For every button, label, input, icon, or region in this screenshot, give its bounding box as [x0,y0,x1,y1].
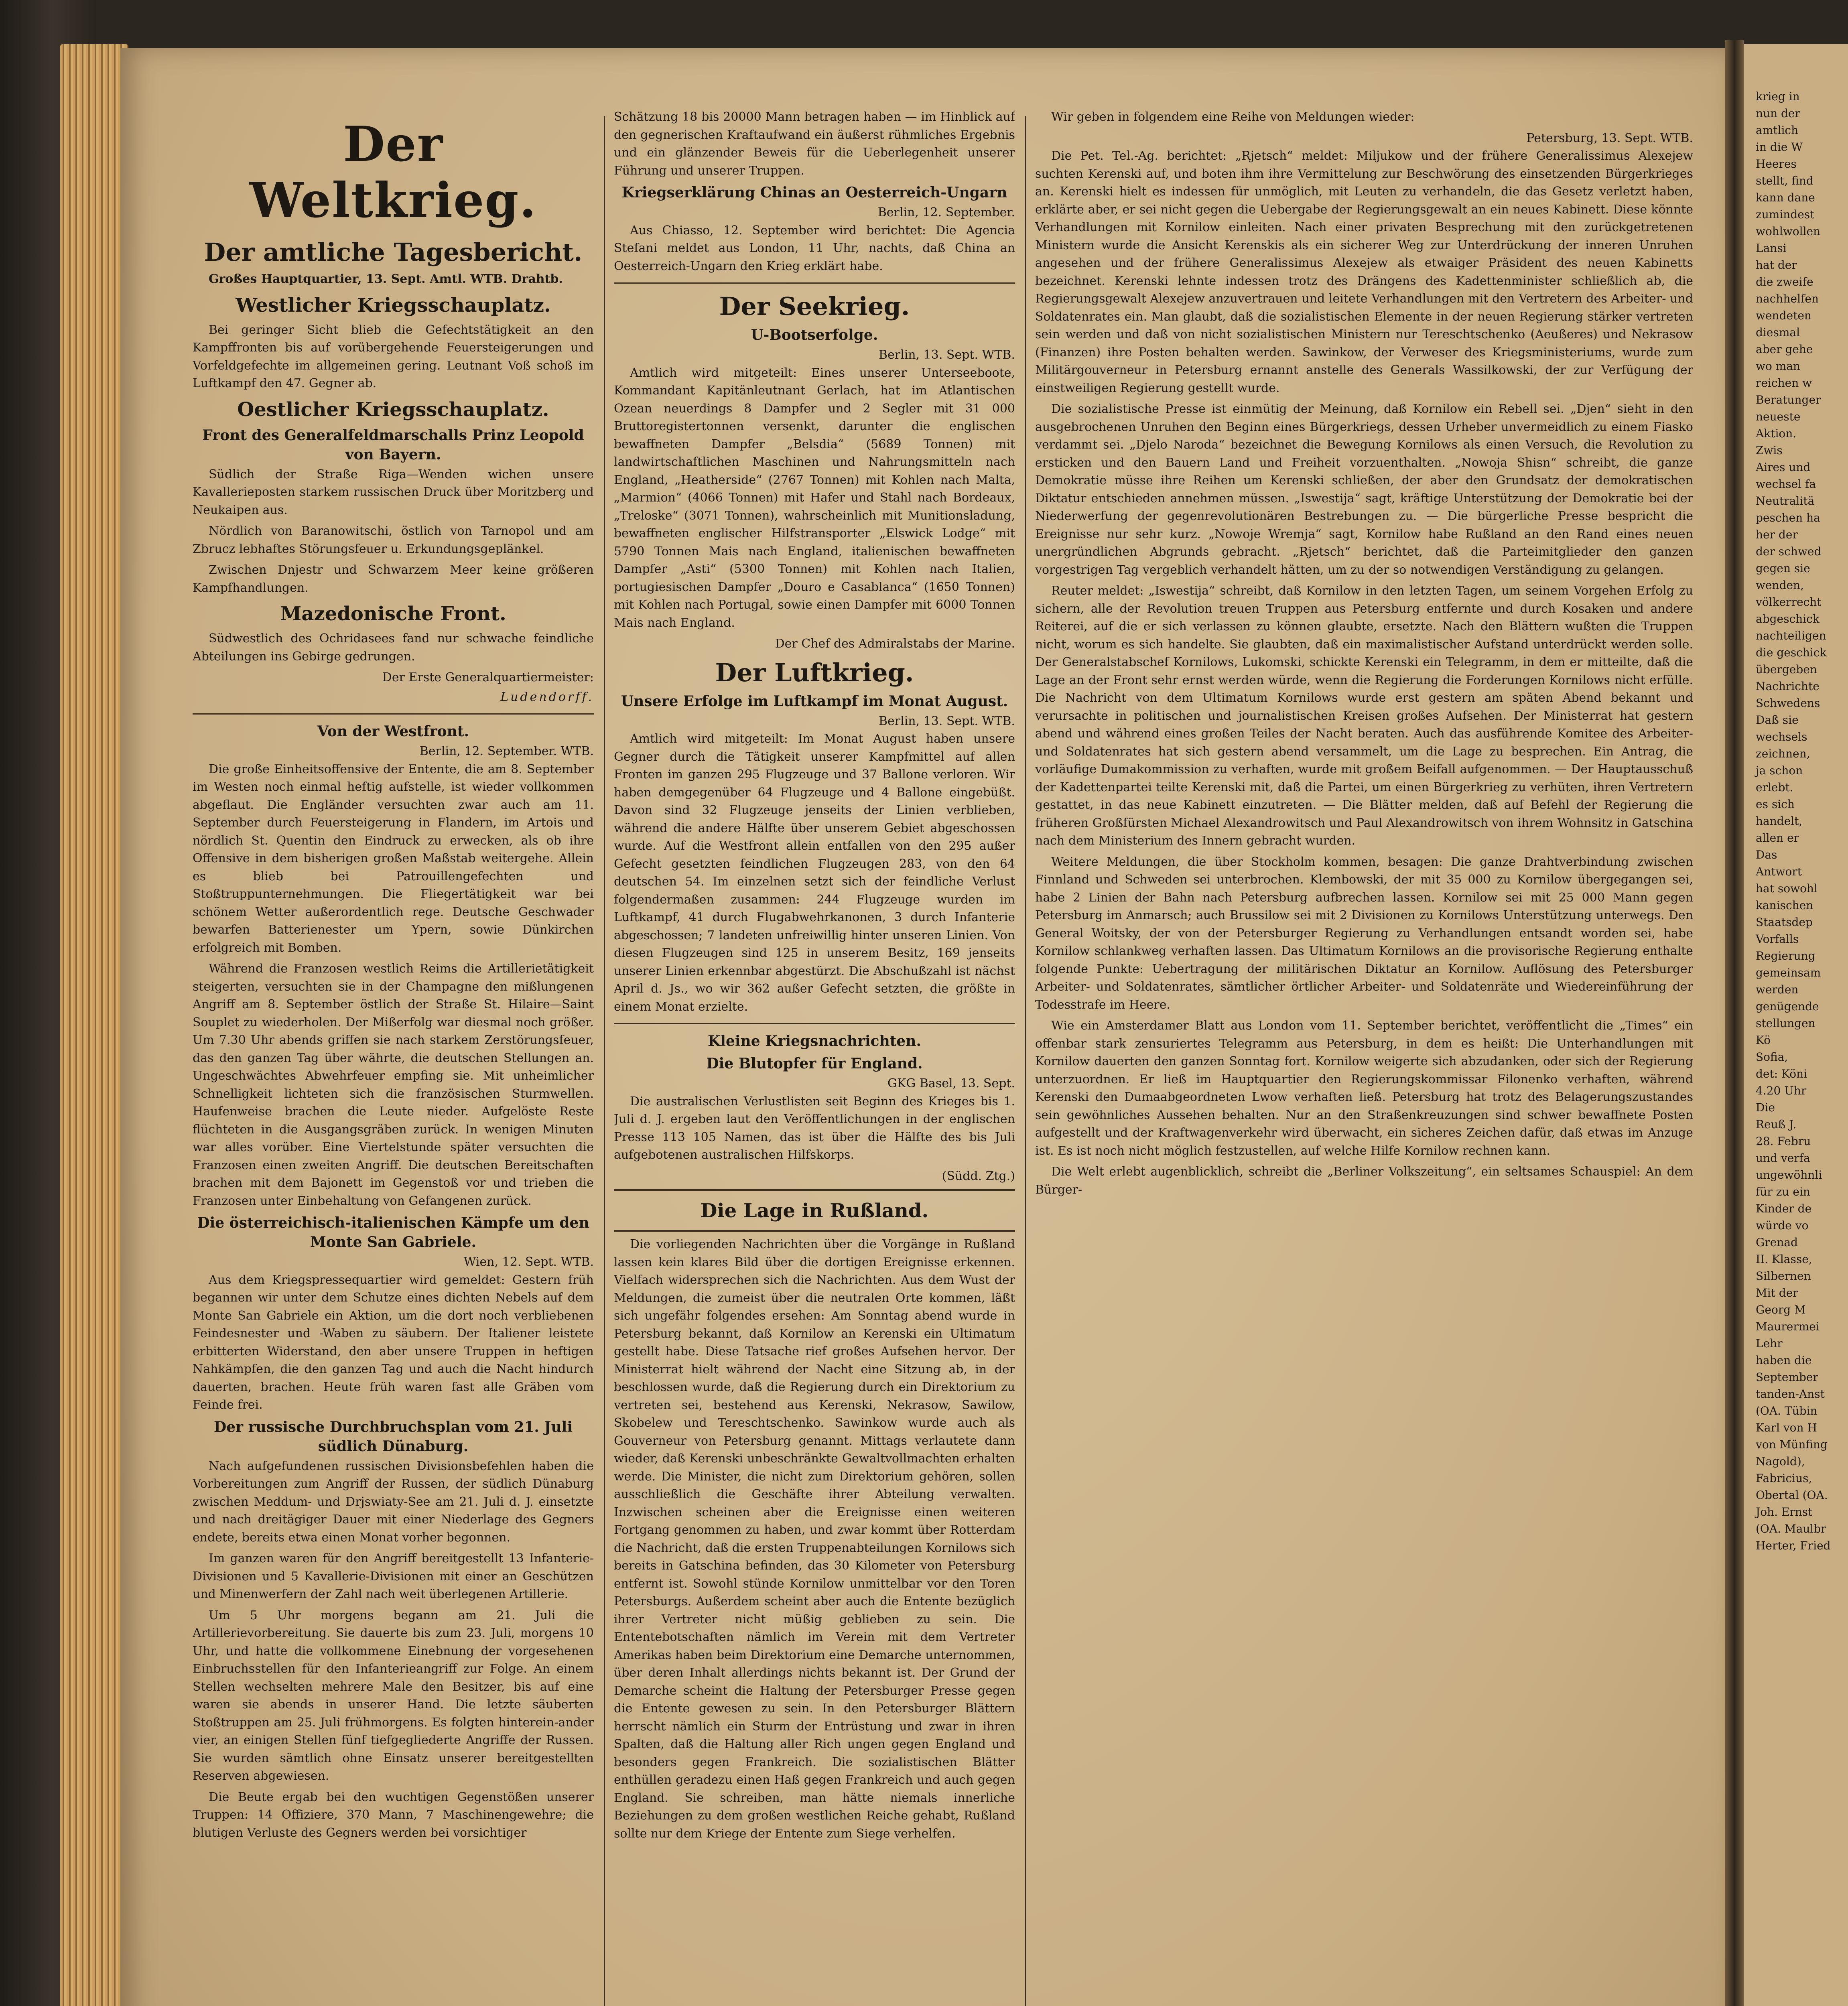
next-page-fragment: werden [1756,983,1799,996]
ost-text-2: Nördlich von Baranowitschi, östlich von Tarnopol und am Zbrucz lebhaftes Störungsfeuer u. Erkundungsgeplänkel. [193,524,594,556]
next-page-fragment: Schwedens [1756,696,1820,710]
next-page-fragment: gegen sie [1756,562,1810,575]
durchbruch-p2: Im ganzen waren für den Angriff bereitgestellt 13 Infanterie-Divisionen und 5 Kavallerie-Divisionen mit einer an Geschützen und Minenwerfern der Zahl nach weit überlegenen Artillerie. [193,1551,594,1601]
next-page-edge [1744,44,1848,2006]
westfront-dateline: Berlin, 12. September. WTB. [419,744,594,758]
next-page-fragment: haben die [1756,1354,1812,1367]
seekrieg-signature: Der Chef des Admiralstabs der Marine. [775,637,1015,651]
next-page-fragment: nun der [1756,107,1800,120]
westfront-heading: Von der Westfront. [317,723,469,740]
next-page-fragment: Kinder de [1756,1202,1812,1215]
next-page-fragment: für zu ein [1756,1185,1810,1198]
next-page-fragment: Obertal (OA. [1756,1488,1828,1502]
next-page-fragment: gemeinsam [1756,966,1821,979]
next-page-fragment: Nagold), [1756,1455,1805,1468]
russland-heading: Die Lage in Rußland. [700,1200,929,1222]
next-page-fragment: her der [1756,528,1798,541]
next-page-fragment: handelt, [1756,814,1803,828]
ost-text-3: Zwischen Dnjestr und Schwarzem Meer keine größeren Kampfhandlungen. [193,563,594,595]
klein-dateline: GKG Basel, 13. Sept. [887,1076,1015,1090]
next-page-fragment: Karl von H [1756,1421,1817,1434]
next-page-fragment: II. Klasse, [1756,1253,1812,1266]
ost-front: Front des Generalfeldmarschalls Prinz Leopold von Bayern. [202,426,584,463]
next-page-fragment: Kö [1756,1033,1771,1047]
next-page-fragment: übergeben [1756,663,1817,676]
seekrieg-subheading: U-Bootserfolge. [751,327,878,343]
separator [614,282,1015,284]
next-page-fragment: Neutralitä [1756,494,1815,508]
next-page-fragment: Staatsdep [1756,916,1813,929]
right-p2: Die sozialistische Presse ist einmütig der Meinung, daß Kornilow ein Rebell sei. „Djen“ sieht in den ausgebrochenen Unruhen den Beginn eines Bürgerkriegs, dessen Urheber unvermeidlich zu einem Fiasko verdammt sei. „Djelo Naroda“ bezeichnet die Bewegung Kornilows als einen Versuch, die Revolution zu ersticken und den Bauern Land und Freiheit vorzuenthalten. „Nowoja Shisn“ schreibt, die ganze Demokratie müsse ihre Reihen um Kerenski schließen, der aber den Grundsatz der demokratischen Diktatur entschieden annehmen müssen. „Iswestija“ sagt, kräftige Unterstützung der Demokratie bei der Niederwerfung der gegenrevolutionären Bestrebungen zu. — Die bürgerliche Presse bespricht die Ereignisse nur sehr kurz. „Nowoje Wremja“ sagt, Kornilow habe Rußland an den Rand eines neuen unergründlichen Abgrunds gebracht. „Rjetsch“ berichtet, daß die Parteimitglieder den ganzen vorgestrigen Tag vergeblich verhandelt hätten, um zu der so notwendigen Verständigung zu gelangen. [1035,402,1693,577]
next-page-fragment: amtlich [1756,124,1799,137]
next-page-fragment: Das [1756,848,1777,861]
right-p4: Weitere Meldungen, die über Stockholm kommen, besagen: Die ganze Drahtverbindung zwischen Finnland und Schweden sei unterbrochen. Klembowski, der mit 35 000 zu Kornilow übergegangen sei, habe 2 Linien der Bahn nach Petersburg aufbrechen lassen. Kornilow sei mit 25 000 Mann gegen Petersburg im Anmarsch; auch Brussilow sei mit 2 Divisionen zu Kornilows Unterstützung unterwegs. Den General Woitsky, der von der Petersburger Regierung zu Verhandlungen entsandt worden sei, habe Kornilow schlankweg verhaften lassen. Das Ultimatum Kornilows an die provisorische Regierung enthalte folgende Punkte: Uebertragung der militärischen Diktatur an Kornilow. Auflösung des Petersburger Arbeiter- und Soldatenrates, sämtlicher örtlicher Arbeiter- und Soldatenräte und Wiedereinführung der Todesstrafe im Heere. [1035,855,1693,1012]
next-page-fragment: peschen ha [1756,511,1820,524]
west-text: Bei geringer Sicht blieb die Gefechtstätigkeit an den Kampffronten bis auf vorübergehende Feuersteigerungen und Vorfeldgefechte im allgemeinen gering. Leutnant Voß schoß im Luftkampf den 47. Gegner ab. [193,323,594,390]
next-page-fragment: Mit der [1756,1286,1798,1299]
next-page-fragment: tanden-Anst [1756,1387,1825,1401]
next-page-fragment: Herter, Fried [1756,1539,1831,1552]
next-page-fragment: ungewöhnli [1756,1168,1822,1182]
next-page-fragment: Zwis [1756,444,1783,457]
seekrieg-heading: Der Seekrieg. [719,292,910,321]
page-edges [60,44,128,2006]
next-page-fragment: würde vo [1756,1219,1809,1232]
next-page-fragment: (OA. Tübin [1756,1404,1818,1417]
right-p1: Die Pet. Tel.-Ag. berichtet: „Rjetsch“ meldet: Miljukow und der frühere Generalissimus Alexejew suchten Kerenski auf, und boten ihm ihre Vermittelung zur Beschwörung des einsetzenden Bürgerkrieges an. Kerenski hielt es indessen für unmöglich, mit Leuten zu verhandeln, die das Gesetz verletzt haben, erklärte aber, er sei nicht gegen die Uebergabe der Regierungsgewalt an ein neues Kabinett. Diese könnte Verhandlungen mit Kornilow einleiten. Nach einer privaten Besprechung mit den zurückgetretenen Ministern wurde die Ansicht Kerenskis als ein sicherer Weg zur Unterdrückung der inneren Unruhen angesehen und der frühere Generalissimus Alexejew als etwaiger Präsident des neuen Kabinetts bezeichnet. Kerenski lehnte indessen trotz des Drängens des Kadettenminister schließlich ab, die Regierungsgewalt Alexejew anzuvertrauen und leitete Verhandlungen mit den Vertretern des Arbeiter- und Soldatenrates ein. Man glaubt, daß die sozialistischen Elemente in der neuen Regierung stärker vertreten sein werden und daß von nicht sozialistischen Ministern nur Tereschtschenko (Aeußeres) und Nekrasow (Finanzen) ihre Posten behalten werden. Sawinkow, der Verweser des Kriegsministeriums, wurde zum Militärgouverneur in Petersburg ernannt anstelle des Generals Wassilkowski, der zur Verfügung der einstweiligen Regierung gestellt wurde. [1035,149,1693,395]
next-page-fragment: ja schon [1756,764,1803,777]
signature-name: Ludendorff. [500,690,594,704]
russland-box [614,1189,1015,1232]
bericht-heading: Der amtliche Tagesbericht. [204,238,583,267]
westfront-p2: Während die Franzosen westlich Reims die Artillerietätigkeit steigerten, versuchten sie in der Champagne den mißlungenen Angriff am 8. September östlich der Straße St. Hilaire—Saint Souplet zu wiederholen. Der Mißerfolg war diesmal noch größer. Um 7.30 Uhr abends griffen sie nach starkem Zerstörungsfeuer, das den ganzen Tag über währte, die deutschen Stellungen an. Ungeschwächtes Abwehrfeuer empfing sie. Mit unheimlicher Schnelligkeit lichteten sich die französischen Sturmwellen. Haufenweise brachen die Leute nieder. Aufgelöste Reste flüchteten in die Ausgangsgräben zurück. In wenigen Minuten war alles vorüber. Eine Viertelstunde später versuchten die Franzosen einen zweiten Angriff. Die deutschen Bereitschaften brachen mit dem Bajonett im Gegenstoß vor und trieben die Franzosen unter Einbehaltung von Gefangenen zurück. [193,962,594,1208]
next-page-fragment: und verfa [1756,1151,1810,1165]
right-p6: Die Welt erlebt augenblicklich, schreibt die „Berliner Volkszeitung“, ein seltsames Schauspiel: An dem Bürger- [1035,1165,1693,1197]
next-page-fragment: Nachrichte [1756,680,1820,693]
ost-text-1: Südlich der Straße Riga—Wenden wichen unsere Kavallerieposten starkem russischen Druck über Moritzberg und Neukaipen aus. [193,467,594,517]
next-page-fragment: wechsels [1756,730,1807,743]
china-dateline: Berlin, 12. September. [877,205,1015,219]
separator [614,1023,1015,1024]
right-dateline: Petersburg, 13. Sept. WTB. [1526,131,1693,145]
next-page-fragment: Beratunger [1756,393,1821,406]
next-page-fragment: Grenad [1756,1236,1798,1249]
ost-heading: Oestlicher Kriegsschauplatz. [237,398,549,421]
next-page-fragment: Daß sie [1756,713,1799,727]
next-page-fragment: kann dane [1756,191,1815,204]
luft-dateline: Berlin, 13. Sept. WTB. [878,714,1015,728]
separator [193,713,594,715]
next-page-fragment: nachhelfen [1756,292,1819,305]
next-page-fragment: zeichnen, [1756,747,1810,760]
next-page-fragment: kanischen [1756,899,1813,912]
next-page-fragment: abgeschick [1756,612,1820,625]
next-page-fragment: Lehr [1756,1337,1783,1350]
next-page-fragment: die geschick [1756,646,1827,659]
isonzo-dateline: Wien, 12. Sept. WTB. [463,1255,594,1269]
next-page-fragment: det: Köni [1756,1067,1807,1080]
next-page-fragment: genügende [1756,1000,1819,1013]
next-page-fragment: krieg in [1756,90,1800,103]
right-column [1035,108,1693,2006]
next-page-fragment: Reuß J. [1756,1118,1797,1131]
next-page-fragment: völkerrecht [1756,595,1822,609]
next-page-fragment: 4.20 Uhr [1756,1084,1807,1097]
next-page-fragment: allen er [1756,831,1799,845]
next-page-fragment: aber gehe [1756,343,1813,356]
next-page-fragment: Die [1756,1101,1775,1114]
main-title: Der Weltkrieg. [249,116,537,229]
durchbruch-p1: Nach aufgefundenen russischen Divisionsbefehlen haben die Vorbereitungen zum Angriff der Russen, der südlich Dünaburg zwischen Meddum- und Drjswiaty-See am 21. Juli d. J. einsetzte und nach dreitägiger Dauer mit einer Niederlage des Gegners endete, bereits etwa einen Monat vorher begonnen. [193,1459,594,1545]
klein-subheading: Die Blutopfer für England. [706,1055,923,1072]
luft-heading: Der Luftkrieg. [715,658,914,687]
durchbruch-heading: Der russische Durchbruchsplan vom 21. Juli südlich Dünaburg. [213,1418,573,1455]
column-rule [604,116,605,2006]
right-intro: Wir geben in folgendem eine Reihe von Meldungen wieder: [1051,110,1415,124]
durchbruch-p4: Die Beute ergab bei den wuchtigen Gegenstößen unserer Truppen: 14 Offiziere, 370 Mann, 7 Maschinengewehre; die blutigen Verluste des Gegners werden bei vorsichtiger [193,1790,594,1840]
next-page-fragment: neueste [1756,410,1801,423]
book-gutter [1725,40,1744,2006]
china-text: Aus Chiasso, 12. September wird berichtet: Die Agencia Stefani meldet aus London, 11 Uhr, nachts, daß China an Oesterreich-Ungarn den Krieg erklärt habe. [614,223,1015,273]
next-page-fragment: die zweife [1756,275,1813,288]
continued-text: Schätzung 18 bis 20000 Mann betragen haben — im Hinblick auf den gegnerischen Kraftaufwand ein äußerst rühmliches Ergebnis und ein glänzender Beweis für die Ueberlegenheit unserer Führung und unserer Truppen. [614,110,1015,178]
right-p3: Reuter meldet: „Iswestija“ schreibt, daß Kornilow in den letzten Tagen, um seinem Vorgehen Erfolg zu sichern, alle der Revolution treuen Truppen aus Petersburg entfernte und durch Kosaken und andere Reiterei, auf die er sich verlassen zu können glaubte, ersetzte. Nach den Blättern wußten die Truppen nicht, worum es sich handelte. Sie glaubten, daß ein maximalistischer Aufstand unterdrückt werden solle. Der Generalstabschef Kornilows, Lukomski, schickte Kerenski ein Telegramm, in dem er mitteilte, daß die Lage an der Front sehr ernst werden würde, wenn die Regierung die Forderungen Kornilows nicht erfülle. Die Nachricht von dem Ultimatum Kornilows wurde erst gestern am späten Abend bekannt und verursachte in politischen und journalistischen Kreisen großes Aufsehen. Der Ministerrat hat gestern abend und während eines großen Teiles der Nacht beraten. Auch das ausführende Komitee des Arbeiter- und Soldatenrates hat sich gestern abend versammelt, um die Lage zu besprechen. Ein Antrag, die vorläufige Dumakommission zu verhaften, wurde mit großem Beifall aufgenommen. — Der Hauptausschuß der Kadettenpartei teilte Kerenski mit, daß die Partei, um einen Bürgerkrieg zu verhüten, ihren Vertretern gestattet, in das neue Kabinett einzutreten. — Die Blätter melden, daß auf Befehl der Regierung die früheren Großfürsten Michael Alexandrowitsch und Paul Alexandrowitsch von ihrem Wohnsitz in Gatschina nach dem Ministerium des Innern gebracht wurden. [1035,584,1693,848]
next-page-fragment: (OA. Maulbr [1756,1522,1826,1535]
durchbruch-p3: Um 5 Uhr morgens begann am 21. Juli die Artillerievorbereitung. Sie dauerte bis zum 23. Juli, morgens 10 Uhr, und hatte die vollkommene Einebnung der vorgesehenen Einbruchsstellen für den Infanterieangriff zur Folge. An einem Stellen wechselten mehrere Male den Besitzer, bis auf eine waren sie abends in unserer Hand. Die letzte säuberten Stoßtruppen am 25. Juli frühmorgens. Es folgten hinterein-ander vier, an einigen Stellen fünf tiefgegliederte Angriffe der Russen. Sie wurden sämtlich ohne Einsatz unserer bereitgestellten Reserven abgewiesen. [193,1608,594,1783]
westfront-p1: Die große Einheitsoffensive der Entente, die am 8. September im Westen noch einmal heftig aufstelle, ist wieder vollkommen abgeflaut. Die Engländer versuchten zwar auch am 11. September durch Feuersteigerung in Flandern, im Artois und nördlich St. Quentin den Eindruck zu erwecken, als ob ihre Offensive in dem bisherigen großen Maßstab weitergehe. Allein es blieb bei Patrouillengefechten und Stoßtruppunternehmungen. Die Fliegertätigkeit war bei schönem Wetter außerordentlich rege. Deutsche Geschwader bewarfen Batterienester um Ypern, sowie Dünkirchen erfolgreich mit Bomben. [193,762,594,955]
isonzo-heading: Die österreichisch-italienischen Kämpfe um den Monte San Gabriele. [197,1214,589,1251]
next-page-fragment: stellt, find [1756,174,1813,187]
middle-column [614,108,1015,2006]
next-page-fragment: Maurermei [1756,1320,1820,1333]
next-page-fragment: wo man [1756,359,1801,373]
next-page-fragment: Lansi [1756,242,1787,255]
luft-text: Amtlich wird mitgeteilt: Im Monat August haben unsere Gegner durch die Tätigkeit unserer Kampfmittel auf allen Fronten im ganzen 295 Flugzeuge und 37 Ballone verloren. Wir haben demgegenüber 64 Flugzeuge und 4 Ballone eingebüßt. Davon sind 32 Flugzeuge jenseits der Linien verblieben, während die andere Hälfte über unserem Gebiet abgeschossen wurde. Auf die Westfront allein entfallen von den 295 außer Gefecht gesetzten feindlichen Flugzeugen 283, von den 64 deutschen 54. Im einzelnen setzt sich der feindliche Verlust folgendermaßen zusammen: 244 Flugzeuge wurden im Luftkampf, 41 durch Flugabwehrkanonen, 3 durch Infanterie abgeschossen; 7 landeten unfreiwillig hinter unseren Linien. Von diesen Flugzeugen sind 125 in unserem Besitz, 169 jenseits unserer Linien erkennbar abgestürzt. Die Abschußzahl ist nächst April d. Js., wo wir 362 außer Gefecht setzten, die größte in einem Monat erzielte. [614,732,1015,1014]
next-page-fragment: wendeten [1756,309,1811,322]
klein-source: (Südd. Ztg.) [942,1169,1015,1183]
next-page-fragment: Heeres [1756,157,1797,171]
next-page-fragment: Joh. Ernst [1756,1505,1813,1519]
next-page-fragment: nachteiligen [1756,629,1826,642]
next-page-fragment: September [1756,1370,1818,1384]
next-page-fragment: wenden, [1756,579,1804,592]
isonzo-text: Aus dem Kriegspressequartier wird gemeldet: Gestern früh begannen wir unter dem Schutze eines dichten Nebels auf dem Monte San Gabriele ein Aktion, um die dort noch verbliebenen Feindesnester und -Waben zu säubern. Der Italiener leistete erbitterten Widerstand, den aber unsere Truppen in heftigen Nahkämpfen, die den ganzen Tag und auch die Nacht hindurch dauerten, brachen. Heute früh waren fast alle Gräben vom Feinde frei. [193,1273,594,1412]
next-page-fragment: von Münfing [1756,1438,1828,1451]
next-page-fragment: Vorfalls [1756,932,1799,946]
west-heading: Westlicher Kriegsschauplatz. [236,294,551,317]
next-page-fragment: es sich [1756,798,1795,811]
next-page-fragment: Regierung [1756,949,1816,962]
klein-heading: Kleine Kriegsnachrichten. [707,1033,921,1050]
next-page-fragment: 28. Febru [1756,1135,1811,1148]
china-heading: Kriegserklärung Chinas an Oesterreich-Ungarn [621,184,1007,201]
left-column [193,108,594,2006]
next-page-fragment: wechsel fa [1756,477,1816,491]
next-page-fragment: Antwort [1756,865,1802,878]
next-page-fragment: der schwed [1756,545,1822,558]
signature-title: Der Erste Generalquartiermeister: [382,670,594,684]
next-page-fragment: Georg M [1756,1303,1806,1316]
klein-text: Die australischen Verlustlisten seit Beginn des Krieges bis 1. Juli d. J. ergeben laut den Veröffentlichungen in der englischen Presse 113 105 Namen, das ist über die Hälfte des bis Juli aufgebotenen australischen Hilfskorps. [614,1094,1015,1162]
next-page-fragment: wohlwollen [1756,225,1821,238]
seekrieg-dateline: Berlin, 13. Sept. WTB. [878,348,1015,362]
next-page-fragment: diesmal [1756,326,1800,339]
next-page-fragment: Aktion. [1756,427,1797,440]
maz-text: Südwestlich des Ochridasees fand nur schwache feindliche Abteilungen ins Gebirge gedrungen. [193,631,594,664]
russland-text: Die vorliegenden Nachrichten über die Vorgänge in Rußland lassen kein klares Bild über die dortigen Ereignisse erkennen. Vielfach widersprechen sich die Nachrichten. Aus dem Wust der Meldungen, die zumeist über die neutralen Orte kommen, läßt sich ungefähr folgendes ersehen: Am Sonntag abend wurde in Petersburg bekannt, daß Kornilow an Kerenski ein Ultimatum gestellt habe. Diese Tatsache rief großes Aufsehen hervor. Der Ministerrat hielt während der Nacht eine Sitzung ab, in der beschlossen wurde, daß die Regierung durch ein Direktorium zu vertreten sei, bestehend aus Kerenski, Nekrasow, Sawilow, Skobelew und Tereschtschenko. Sawinkow wurde auch als Gouverneur von Petersburg genannt. Mittags verlautete dann wieder, daß Kerenski unbeschränkte Gewaltvollmachten erhalten werde. Die Minister, die nicht zum Direktorium gehören, sollen ausschließlich die Geschäfte ihrer Abteilung verwalten. Inzwischen scheinen aber die Ereignisse einen weiteren Fortgang genommen zu haben, und zwar kommt über Rotterdam die Nachricht, daß die ersten Truppenabteilungen Kornilows sich bereits in Gatschina befinden, das 30 Kilometer von Petersburg entfernt ist. Sowohl stünde Kornilow unmittelbar vor den Toren Petersburgs. Außerdem scheint aber auch die Entente bezüglich ihrer Vertreter nicht müßig geblieben zu sein. Die Ententebotschaften nämlich im Verein mit dem Vertreter Amerikas haben beim Direktorium eine Demarche unternommen, über deren Inhalt allerdings nichts bekannt ist. Der Grund der Demarche scheint die Haltung der Petersburger Presse gegen die Entente gewesen zu sein. In den Petersburger Blättern herrscht nämlich ein Sturm der Entrüstung und zwar in ihren Spalten, daß die Haltung aller Rich ungen gegen England und besonders gegen Frankreich. Die sozialistischen Blätter enthüllen geradezu einen Haß gegen Frankreich und auch gegen England. Sie schreiben, man hätte niemals innerliche Beziehungen zu dem großen westlichen Reiche gehabt, Rußland sollte nur dem Kriege der Entente zum Siege verhelfen. [614,1237,1015,1841]
next-page-fragment: Aires und [1756,461,1811,474]
next-page-fragment: zumindest [1756,208,1815,221]
next-page-fragment: Fabricius, [1756,1472,1812,1485]
next-page-fragment: hat der [1756,258,1797,272]
next-page-fragment: erlebt. [1756,781,1793,794]
next-page-fragments [1744,88,1848,1554]
maz-heading: Mazedonische Front. [280,603,506,625]
next-page-fragment: reichen w [1756,376,1812,390]
newspaper-page [120,48,1725,2006]
seekrieg-text: Amtlich wird mitgeteilt: Eines unserer Unterseeboote, Kommandant Kapitänleutnant Gerlach, hat im Atlantischen Ozean neuerdings 8 Dampfer und 2 Segler mit 31 000 Bruttoregistertonnen versenkt, darunter die englischen bewaffneten Dampfer „Belsdia“ (5689 Tonnen) mit landwirtschaftlichen Maschinen und Nahrungsmitteln nach England, „Heatherside“ (2767 Tonnen) mit Kohlen nach Malta, „Marmion“ (4066 Tonnen) mit Hafer und Stahl nach Bordeaux, „Treloske“ (3071 Tonnen), wahrscheinlich mit Munitionsladung, bewaffneten englischer Hilfstransporter „Elswick Lodge“ mit 5790 Tonnen Mais nach England, italienischen bewaffneten Dampfer „Asti“ (5300 Tonnen) mit Kohlen nach Italien, portugiesischen Dampfer „Douro e Casablanca“ (1650 Tonnen) mit Kohlen nach Portugal, sowie einen Dampfer mit 6000 Tonnen Mais nach England. [614,365,1015,630]
next-page-fragment: stellungen [1756,1017,1816,1030]
right-p5: Wie ein Amsterdamer Blatt aus London vom 11. September berichtet, veröffentlicht die „Times“ ein offenbar stark zensuriertes Telegramm aus Petersburg, in dem es heißt: Die Unterhandlungen mit Kornilow dauerten den ganzen Sonntag fort. Kornilow weigerte sich abzudanken, oder sich der Regierung unterzuordnen. Er ließ im Hauptquartier den Regierungskommissar Filonenko verhaften, während Kerenski den Dumaabgeordneten Lwow verhaften ließ. Petersburg hat trotz des Belagerungszustandes sein gewöhnliches Aussehen behalten. Nur an den Straßenkreuzungen sind schwer bewaffnete Posten aufgestellt und der Kraftwagenverkehr wird überwacht, ein sicheres Zeichen dafür, daß etwas im Anzuge ist. Es ist noch nicht möglich festzustellen, auf welche Hilfe Kornilow rechnen kann. [1035,1019,1693,1158]
bericht-dateline: Großes Hauptquartier, 13. Sept. Amtl. WTB. Drahtb. [209,272,563,286]
next-page-fragment: in die W [1756,140,1803,154]
next-page-fragment: Sofia, [1756,1050,1788,1064]
column-rule [1025,116,1026,2006]
next-page-fragment: Silbernen [1756,1269,1811,1283]
next-page-fragment: hat sowohl [1756,882,1818,895]
luft-subheading: Unsere Erfolge im Luftkampf im Monat August. [621,692,1008,710]
